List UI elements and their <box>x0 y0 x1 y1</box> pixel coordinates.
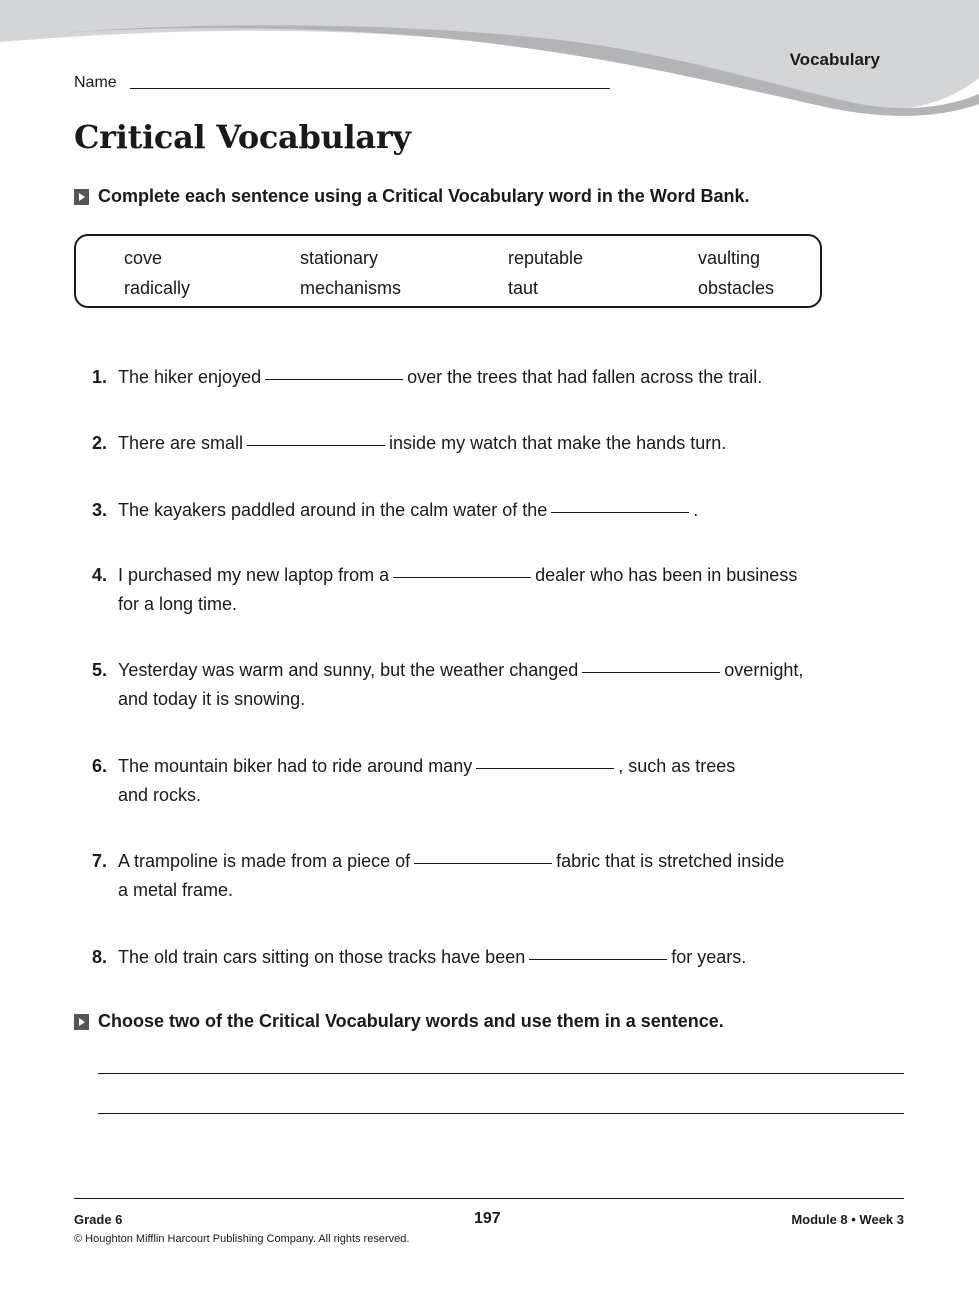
question-number: 7. <box>92 851 108 871</box>
sentence-write-line-2[interactable] <box>98 1113 904 1114</box>
question-6 <box>92 752 832 810</box>
question-text-after: over the trees that had fallen across the trail. <box>407 367 763 387</box>
answer-blank[interactable] <box>414 863 552 864</box>
footer-grade: Grade 6 <box>74 1212 123 1227</box>
question-text-before: There are small <box>118 433 244 453</box>
footer-divider <box>74 1198 904 1199</box>
question-text-before: I purchased my new laptop from a <box>118 565 390 585</box>
instruction-text: Choose two of the Critical Vocabulary words and use them in a sentence. <box>98 1011 724 1031</box>
question-text-continued: a metal frame. <box>118 880 234 900</box>
question-text-after: fabric that is stretched inside <box>556 851 785 871</box>
arrow-right-icon <box>74 189 89 205</box>
sentence-write-line-1[interactable] <box>98 1073 904 1074</box>
question-number: 4. <box>92 565 108 585</box>
question-number: 5. <box>92 660 108 680</box>
name-write-line[interactable] <box>130 88 610 89</box>
page-title: Critical Vocabulary <box>74 118 411 156</box>
section-label: Vocabulary <box>789 50 880 69</box>
question-text-after: , such as trees <box>618 756 736 776</box>
question-text-before: A trampoline is made from a piece of <box>118 851 411 871</box>
question-number: 2. <box>92 433 108 453</box>
question-text-after: . <box>693 500 699 520</box>
question-5 <box>92 656 832 714</box>
footer-module: Module 8 • Week 3 <box>791 1212 904 1227</box>
word-bank-word: radically <box>124 278 191 298</box>
question-text-before: The old train cars sitting on those tracks have been <box>118 947 526 967</box>
question-text-before: The mountain biker had to ride around many <box>118 756 473 776</box>
word-bank-word: vaulting <box>698 248 761 268</box>
answer-blank[interactable] <box>582 672 720 673</box>
question-3 <box>92 496 832 525</box>
question-text-before: The hiker enjoyed <box>118 367 262 387</box>
question-number: 3. <box>92 500 108 520</box>
page-number: 197 <box>474 1210 501 1227</box>
question-text-continued: and rocks. <box>118 785 202 805</box>
question-text-before: Yesterday was warm and sunny, but the weather changed <box>118 660 579 680</box>
question-8 <box>92 943 832 972</box>
answer-blank[interactable] <box>265 379 403 380</box>
question-number: 8. <box>92 947 108 967</box>
instruction-choose <box>74 1011 724 1032</box>
word-bank-word: cove <box>124 248 163 268</box>
question-number: 1. <box>92 367 108 387</box>
question-text-after: for years. <box>671 947 747 967</box>
answer-blank[interactable] <box>476 768 614 769</box>
question-text-continued: for a long time. <box>118 594 238 614</box>
name-label: Name <box>74 74 117 91</box>
word-bank-word: reputable <box>508 248 584 268</box>
arrow-right-icon <box>74 1014 89 1030</box>
instruction-text: Complete each sentence using a Critical Vocabulary word in the Word Bank. <box>98 186 750 206</box>
question-text-continued: and today it is snowing. <box>118 689 306 709</box>
answer-blank[interactable] <box>529 959 667 960</box>
question-text-after: overnight, <box>724 660 804 680</box>
word-bank-word: mechanisms <box>300 278 402 298</box>
question-number: 6. <box>92 756 108 776</box>
answer-blank[interactable] <box>551 512 689 513</box>
answer-blank[interactable] <box>393 577 531 578</box>
answer-blank[interactable] <box>247 445 385 446</box>
word-bank-word: stationary <box>300 248 379 268</box>
question-7 <box>92 847 832 905</box>
question-2 <box>92 429 832 458</box>
question-text-after: dealer who has been in business <box>535 565 798 585</box>
question-1 <box>92 363 832 392</box>
word-bank-word: obstacles <box>698 278 775 298</box>
word-bank <box>74 234 822 308</box>
word-bank-word: taut <box>508 278 539 298</box>
question-text-before: The kayakers paddled around in the calm water of the <box>118 500 548 520</box>
question-text-after: inside my watch that make the hands turn. <box>389 433 727 453</box>
copyright-notice: © Houghton Mifflin Harcourt Publishing Company. All rights reserved. <box>74 1233 410 1245</box>
question-4 <box>92 561 832 619</box>
instruction-complete <box>74 186 750 207</box>
